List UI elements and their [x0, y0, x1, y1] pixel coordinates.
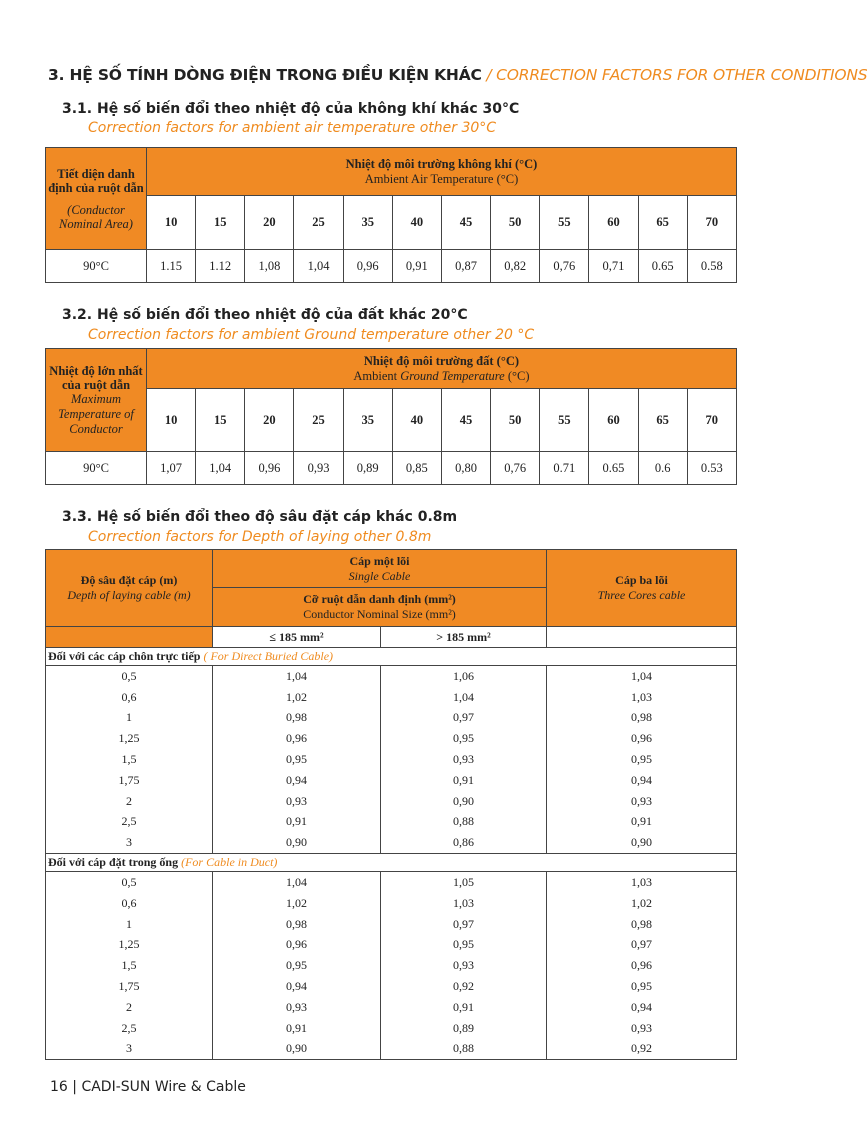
air-corner-en: (Conductor Nominal Area)	[59, 202, 133, 231]
depth-value: 3	[46, 832, 213, 853]
single-gt-185-value: 0,89	[381, 1018, 547, 1039]
table-row	[46, 997, 737, 1018]
ground-head-en-3: (°C)	[504, 368, 530, 383]
ground-factor-value: 1,04	[196, 452, 245, 485]
ground-temp-header: 40	[392, 389, 441, 452]
buried-section-header	[46, 648, 737, 666]
ground-temp-header: 15	[196, 389, 245, 452]
single-le-185-value: 0,96	[213, 935, 381, 956]
three-core-value: 0,90	[547, 832, 737, 853]
air-factor-value: 1.15	[147, 250, 196, 283]
single-le-185-value: 0,95	[213, 955, 381, 976]
single-le-185-value: 0,93	[213, 997, 381, 1018]
single-gt-185-value: 0,93	[381, 955, 547, 976]
table-row	[46, 1018, 737, 1039]
depth-value: 1,5	[46, 955, 213, 976]
ground-temp-header: 45	[441, 389, 490, 452]
depth-value: 1,25	[46, 728, 213, 749]
size-vi: Cỡ ruột dẫn danh định (mm²)	[303, 592, 456, 606]
ground-temp-table	[45, 348, 737, 485]
buried-section-vi: Đối với các cáp chôn trực tiếp	[48, 649, 204, 663]
heading-vi: 3. HỆ SỐ TÍNH DÒNG ĐIỆN TRONG ĐIỀU KIỆN KHÁC	[48, 66, 482, 84]
single-gt-185-value: 0,88	[381, 812, 547, 833]
single-gt-185-value: 1,03	[381, 893, 547, 914]
ground-factor-value: 0,85	[392, 452, 441, 485]
single-gt-185-value: 0,91	[381, 770, 547, 791]
size-en: Conductor Nominal Size (mm²)	[303, 607, 456, 621]
depth-value: 0,5	[46, 666, 213, 687]
air-temp-header: 40	[392, 196, 441, 250]
air-factor-value: 1,08	[245, 250, 294, 283]
three-core-vi: Cáp ba lõi	[615, 573, 668, 587]
table-row	[46, 955, 737, 976]
single-le-185-value: 0,98	[213, 708, 381, 729]
air-factor-value: 0,76	[540, 250, 589, 283]
three-core-value: 0,94	[547, 997, 737, 1018]
depth-value: 1,75	[46, 976, 213, 997]
air-temp-header: 25	[294, 196, 343, 250]
ground-temp-header: 25	[294, 389, 343, 452]
single-le-185-value: 0,90	[213, 1039, 381, 1060]
size-cell	[213, 588, 547, 627]
depth-value: 1	[46, 914, 213, 935]
table-row	[46, 749, 737, 770]
table-row	[46, 832, 737, 853]
air-head-en: Ambient Air Temperature (°C)	[364, 171, 519, 186]
ground-head-en-1: Ambient	[353, 368, 401, 383]
depth-table	[45, 549, 737, 1060]
air-factor-value: 1.12	[196, 250, 245, 283]
ground-temp-header: 50	[491, 389, 540, 452]
air-temp-header: 10	[147, 196, 196, 250]
s31-subtitle: Correction factors for ambient air temperature other 30°C	[88, 120, 497, 136]
three-core-value: 0,91	[547, 812, 737, 833]
air-factor-value: 1,04	[294, 250, 343, 283]
three-core-value: 0,93	[547, 1018, 737, 1039]
air-temp-header: 50	[491, 196, 540, 250]
s33-title: 3.3. Hệ số biến đổi theo độ sâu đặt cáp khác 0.8m	[62, 509, 458, 525]
depth-value: 1,5	[46, 749, 213, 770]
single-gt-185-value: 0,92	[381, 976, 547, 997]
page-footer	[50, 1079, 246, 1095]
single-cable-vi: Cáp một lõi	[349, 553, 410, 568]
single-le-185-value: 0,94	[213, 976, 381, 997]
table-row	[46, 812, 737, 833]
ground-temp-header: 60	[589, 389, 638, 452]
ground-factor-value: 0.53	[687, 452, 736, 485]
air-head-cell	[147, 148, 737, 196]
three-core-value: 0,95	[547, 976, 737, 997]
ground-head-vi: Nhiệt độ môi trường đất (°C)	[363, 353, 520, 368]
air-row-label: 90°C	[46, 250, 147, 283]
depth-blank-cell	[46, 627, 213, 648]
depth-value: 0,5	[46, 872, 213, 893]
single-le-185-value: 0,90	[213, 832, 381, 853]
air-temp-header: 60	[589, 196, 638, 250]
air-factor-value: 0,71	[589, 250, 638, 283]
single-gt-185-value: 0,88	[381, 1039, 547, 1060]
single-gt-185-value: 0,90	[381, 791, 547, 812]
single-le-185-value: 1,04	[213, 666, 381, 687]
table-row	[46, 976, 737, 997]
three-core-value: 0,95	[547, 749, 737, 770]
col-gt-185: > 185 mm²	[381, 627, 547, 648]
depth-value: 0,6	[46, 687, 213, 708]
page-number: 16	[50, 1079, 68, 1095]
air-temp-header: 15	[196, 196, 245, 250]
air-factor-value: 0,82	[491, 250, 540, 283]
table-row	[46, 1039, 737, 1060]
single-gt-185-value: 1,06	[381, 666, 547, 687]
three-core-value: 1,04	[547, 666, 737, 687]
three-core-value: 0,96	[547, 728, 737, 749]
air-temp-header: 65	[638, 196, 687, 250]
air-temp-header: 35	[343, 196, 392, 250]
three-core-value: 0,92	[547, 1039, 737, 1060]
duct-section-en: (For Cable in Duct)	[181, 855, 278, 870]
depth-value: 2	[46, 997, 213, 1018]
heading-en: CORRECTION FACTORS FOR OTHER CONDITIONS	[496, 66, 867, 84]
table-row	[46, 935, 737, 956]
three-core-value: 1,03	[547, 872, 737, 893]
single-gt-185-value: 0,86	[381, 832, 547, 853]
air-corner-vi: Tiết diện danh định của ruột dẫn	[48, 166, 144, 195]
s32-title: 3.2. Hệ số biến đổi theo nhiệt độ của đất khác 20°C	[62, 307, 468, 323]
ground-factor-value: 0.6	[638, 452, 687, 485]
buried-rows	[46, 666, 737, 854]
single-gt-185-value: 0,95	[381, 935, 547, 956]
section-heading	[48, 66, 867, 84]
three-core-en: Three Cores cable	[597, 588, 686, 602]
s33-subtitle: Correction factors for Depth of laying other 0.8m	[88, 529, 432, 545]
air-factor-value: 0,91	[392, 250, 441, 283]
depth-head-en: Depth of laying cable (m)	[67, 588, 191, 602]
single-gt-185-value: 0,97	[381, 708, 547, 729]
depth-value: 1,75	[46, 770, 213, 791]
s31-title: 3.1. Hệ số biến đổi theo nhiệt độ của không khí khác 30°C	[62, 101, 520, 117]
three-core-cell	[547, 550, 737, 627]
air-factor-value: 0.58	[687, 250, 736, 283]
heading-separator: /	[481, 66, 497, 84]
table-row	[46, 791, 737, 812]
depth-value: 3	[46, 1039, 213, 1060]
ground-corner-en: Maximum Temperature of Conductor	[58, 391, 134, 436]
air-corner-cell	[46, 148, 147, 250]
col-le-185: ≤ 185 mm²	[213, 627, 381, 648]
table-row	[46, 872, 737, 893]
three-core-value: 0,98	[547, 914, 737, 935]
three-core-value: 1,02	[547, 893, 737, 914]
ground-corner-vi: Nhiệt độ lớn nhất của ruột dẫn	[49, 363, 143, 392]
air-factor-value: 0.65	[638, 250, 687, 283]
depth-value: 2,5	[46, 812, 213, 833]
single-gt-185-value: 1,04	[381, 687, 547, 708]
ground-values-row	[46, 452, 737, 485]
duct-section-vi: Đối với cáp đặt trong ống	[48, 855, 182, 870]
ground-temp-header: 35	[343, 389, 392, 452]
single-gt-185-value: 1,05	[381, 872, 547, 893]
ground-row-label: 90°C	[46, 452, 147, 485]
single-gt-185-value: 0,91	[381, 997, 547, 1018]
ground-factor-value: 0,93	[294, 452, 343, 485]
ground-temp-header: 20	[245, 389, 294, 452]
table-row	[46, 893, 737, 914]
air-values-row	[46, 250, 737, 283]
single-le-185-value: 0,91	[213, 1018, 381, 1039]
depth-value: 0,6	[46, 893, 213, 914]
single-cable-cell	[213, 550, 547, 588]
footer-separator: |	[67, 1079, 82, 1095]
ground-factor-value: 0,80	[441, 452, 490, 485]
depth-head-cell	[46, 550, 213, 627]
three-core-value: 0,97	[547, 935, 737, 956]
single-cable-en: Single Cable	[348, 568, 411, 583]
s32-subtitle: Correction factors for ambient Ground temperature other 20 °C	[88, 327, 535, 343]
footer-brand: CADI-SUN Wire & Cable	[81, 1079, 246, 1095]
single-le-185-value: 1,02	[213, 687, 381, 708]
air-factor-value: 0,96	[343, 250, 392, 283]
ground-temp-header: 70	[687, 389, 736, 452]
three-core-value: 0,93	[547, 791, 737, 812]
ground-head-cell	[147, 349, 737, 389]
ground-factor-value: 0.71	[540, 452, 589, 485]
single-le-185-value: 0,96	[213, 728, 381, 749]
air-temp-header: 70	[687, 196, 736, 250]
depth-head-vi: Độ sâu đặt cáp (m)	[80, 573, 178, 587]
ground-temps-row	[46, 389, 737, 452]
single-le-185-value: 0,93	[213, 791, 381, 812]
ground-temp-header: 10	[147, 389, 196, 452]
air-temps-row	[46, 196, 737, 250]
air-temp-table	[45, 147, 737, 283]
duct-section-header	[46, 854, 737, 872]
depth-value: 1,25	[46, 935, 213, 956]
ground-factor-value: 0,76	[491, 452, 540, 485]
ground-head-en-2: Ground Temperature	[400, 368, 505, 383]
duct-rows	[46, 872, 737, 1060]
ground-corner-cell	[46, 349, 147, 452]
three-blank-cell	[547, 627, 737, 648]
air-factor-value: 0,87	[441, 250, 490, 283]
ground-factor-value: 0.65	[589, 452, 638, 485]
three-core-value: 1,03	[547, 687, 737, 708]
single-le-185-value: 0,98	[213, 914, 381, 935]
table-row	[46, 914, 737, 935]
three-core-value: 0,98	[547, 708, 737, 729]
ground-temp-header: 65	[638, 389, 687, 452]
ground-factor-value: 0,96	[245, 452, 294, 485]
ground-factor-value: 1,07	[147, 452, 196, 485]
table-row	[46, 770, 737, 791]
table-row	[46, 666, 737, 687]
depth-value: 1	[46, 708, 213, 729]
table-row	[46, 728, 737, 749]
three-core-value: 0,94	[547, 770, 737, 791]
air-head-vi: Nhiệt độ môi trường không khí (°C)	[345, 156, 538, 171]
ground-factor-value: 0,89	[343, 452, 392, 485]
single-gt-185-value: 0,95	[381, 728, 547, 749]
air-temp-header: 20	[245, 196, 294, 250]
single-le-185-value: 0,94	[213, 770, 381, 791]
air-temp-header: 55	[540, 196, 589, 250]
table-row	[46, 708, 737, 729]
table-row	[46, 687, 737, 708]
single-le-185-value: 0,91	[213, 812, 381, 833]
depth-value: 2	[46, 791, 213, 812]
single-gt-185-value: 0,97	[381, 914, 547, 935]
single-le-185-value: 0,95	[213, 749, 381, 770]
depth-value: 2,5	[46, 1018, 213, 1039]
ground-temp-header: 55	[540, 389, 589, 452]
single-le-185-value: 1,02	[213, 893, 381, 914]
single-le-185-value: 1,04	[213, 872, 381, 893]
air-temp-header: 45	[441, 196, 490, 250]
buried-section-en: ( For Direct Buried Cable)	[203, 649, 334, 663]
three-core-value: 0,96	[547, 955, 737, 976]
single-gt-185-value: 0,93	[381, 749, 547, 770]
